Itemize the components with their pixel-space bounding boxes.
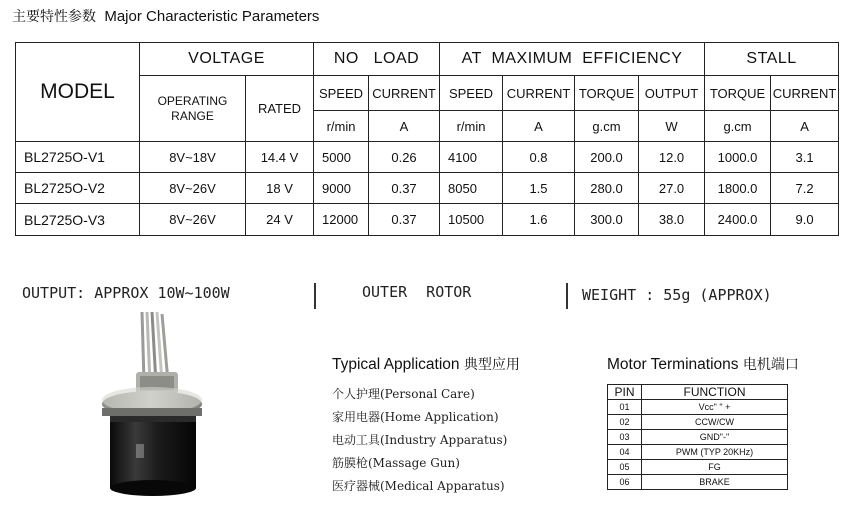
model-cell: BL2725O-V2 (16, 173, 140, 204)
table-row (608, 415, 788, 430)
function-cell: BRAKE (642, 475, 788, 490)
nl-speed-cell: 12000 (314, 204, 369, 236)
model-header: MODEL (16, 43, 140, 142)
nl-current-cell: 0.37 (369, 173, 440, 204)
table-row (16, 142, 839, 173)
list-item: 个人护理(Personal Care) (332, 387, 475, 401)
pin-cell: 02 (608, 415, 642, 430)
rated-cell: 14.4 V (246, 142, 314, 173)
unit-cell: A (503, 111, 575, 142)
nl-current-cell: 0.37 (369, 204, 440, 236)
terminations-heading-cn: 电机端口 (742, 357, 799, 373)
st-torque-cell: 2400.0 (705, 204, 771, 236)
divider (566, 283, 568, 309)
rated-cell: 24 V (246, 204, 314, 236)
me-current-cell: 0.8 (503, 142, 575, 173)
range-cell: 8V~26V (140, 173, 246, 204)
unit-cell: W (639, 111, 705, 142)
rated-header: RATED (246, 76, 314, 142)
range-cell: 8V~18V (140, 142, 246, 173)
weight-spec: WEIGHT : 55g (APPROX) (582, 286, 772, 304)
heading-cn: 主要特性参数 (12, 9, 96, 25)
stall-header: STALL (705, 43, 839, 76)
me-output-cell: 27.0 (639, 173, 705, 204)
st-torque-header: TORQUE (705, 76, 771, 111)
list-item: 家用电器(Home Application) (332, 410, 499, 424)
pin-cell: 06 (608, 475, 642, 490)
function-cell: PWM (TYP 20KHz) (642, 445, 788, 460)
rated-cell: 18 V (246, 173, 314, 204)
spec-table (15, 42, 839, 236)
application-heading-cn: 典型应用 (463, 357, 520, 373)
pin-cell: 05 (608, 460, 642, 475)
me-torque-header: TORQUE (575, 76, 639, 111)
pin-header: PIN (608, 385, 642, 400)
table-row (16, 204, 839, 236)
voltage-header: VOLTAGE (140, 43, 314, 76)
st-current-cell: 9.0 (771, 204, 839, 236)
function-cell: CCW/CW (642, 415, 788, 430)
model-cell: BL2725O-V3 (16, 204, 140, 236)
me-torque-cell: 280.0 (575, 173, 639, 204)
pin-cell: 04 (608, 445, 642, 460)
function-header: FUNCTION (642, 385, 788, 400)
unit-cell: A (369, 111, 440, 142)
nl-speed-cell: 5000 (314, 142, 369, 173)
operating-range-header: OPERATING RANGE (140, 76, 246, 142)
st-torque-cell: 1800.0 (705, 173, 771, 204)
me-output-cell: 12.0 (639, 142, 705, 173)
list-item: 医疗器械(Medical Apparatus) (332, 479, 505, 493)
me-speed-cell: 10500 (440, 204, 503, 236)
pin-cell: 03 (608, 430, 642, 445)
unit-cell: r/min (440, 111, 503, 142)
nl-speed-cell: 9000 (314, 173, 369, 204)
list-item: 电动工具(Industry Apparatus) (332, 433, 508, 447)
unit-cell: g.cm (575, 111, 639, 142)
model-cell: BL2725O-V1 (16, 142, 140, 173)
terminations-heading (607, 354, 799, 374)
st-current-header: CURRENT (771, 76, 839, 111)
unit-cell: r/min (314, 111, 369, 142)
output-spec: OUTPUT: APPROX 10W~100W (22, 284, 230, 302)
unit-cell: A (771, 111, 839, 142)
heading-en: Major Characteristic Parameters (104, 8, 320, 25)
st-torque-cell: 1000.0 (705, 142, 771, 173)
max-efficiency-header: AT MAXIMUM EFFICIENCY (440, 43, 705, 76)
function-cell: FG (642, 460, 788, 475)
nl-speed-header: SPEED (314, 76, 369, 111)
me-current-cell: 1.5 (503, 173, 575, 204)
range-cell: 8V~26V (140, 204, 246, 236)
nl-current-cell: 0.26 (369, 142, 440, 173)
page-heading (12, 6, 319, 26)
st-current-cell: 7.2 (771, 173, 839, 204)
me-current-header: CURRENT (503, 76, 575, 111)
table-row (608, 475, 788, 490)
list-item: 筋膜枪(Massage Gun) (332, 456, 460, 470)
application-heading (332, 354, 520, 374)
rotor-spec: OUTER ROTOR (362, 283, 472, 301)
me-speed-cell: 4100 (440, 142, 503, 173)
function-cell: GND"-" (642, 430, 788, 445)
me-speed-cell: 8050 (440, 173, 503, 204)
table-row (608, 430, 788, 445)
pin-table (607, 384, 788, 490)
me-output-header: OUTPUT (639, 76, 705, 111)
nl-current-header: CURRENT (369, 76, 440, 111)
function-cell: Vcc" " + (642, 400, 788, 415)
me-current-cell: 1.6 (503, 204, 575, 236)
st-current-cell: 3.1 (771, 142, 839, 173)
me-speed-header: SPEED (440, 76, 503, 111)
pin-cell: 01 (608, 400, 642, 415)
divider (314, 283, 316, 309)
motor-image (90, 312, 230, 504)
application-list (332, 383, 507, 498)
table-row (608, 460, 788, 475)
me-torque-cell: 200.0 (575, 142, 639, 173)
table-row (608, 445, 788, 460)
me-torque-cell: 300.0 (575, 204, 639, 236)
no-load-header: NO LOAD (314, 43, 440, 76)
terminations-heading-en: Motor Terminations (607, 356, 739, 373)
application-heading-en: Typical Application (332, 356, 460, 373)
table-row (16, 173, 839, 204)
table-row (608, 400, 788, 415)
me-output-cell: 38.0 (639, 204, 705, 236)
unit-cell: g.cm (705, 111, 771, 142)
